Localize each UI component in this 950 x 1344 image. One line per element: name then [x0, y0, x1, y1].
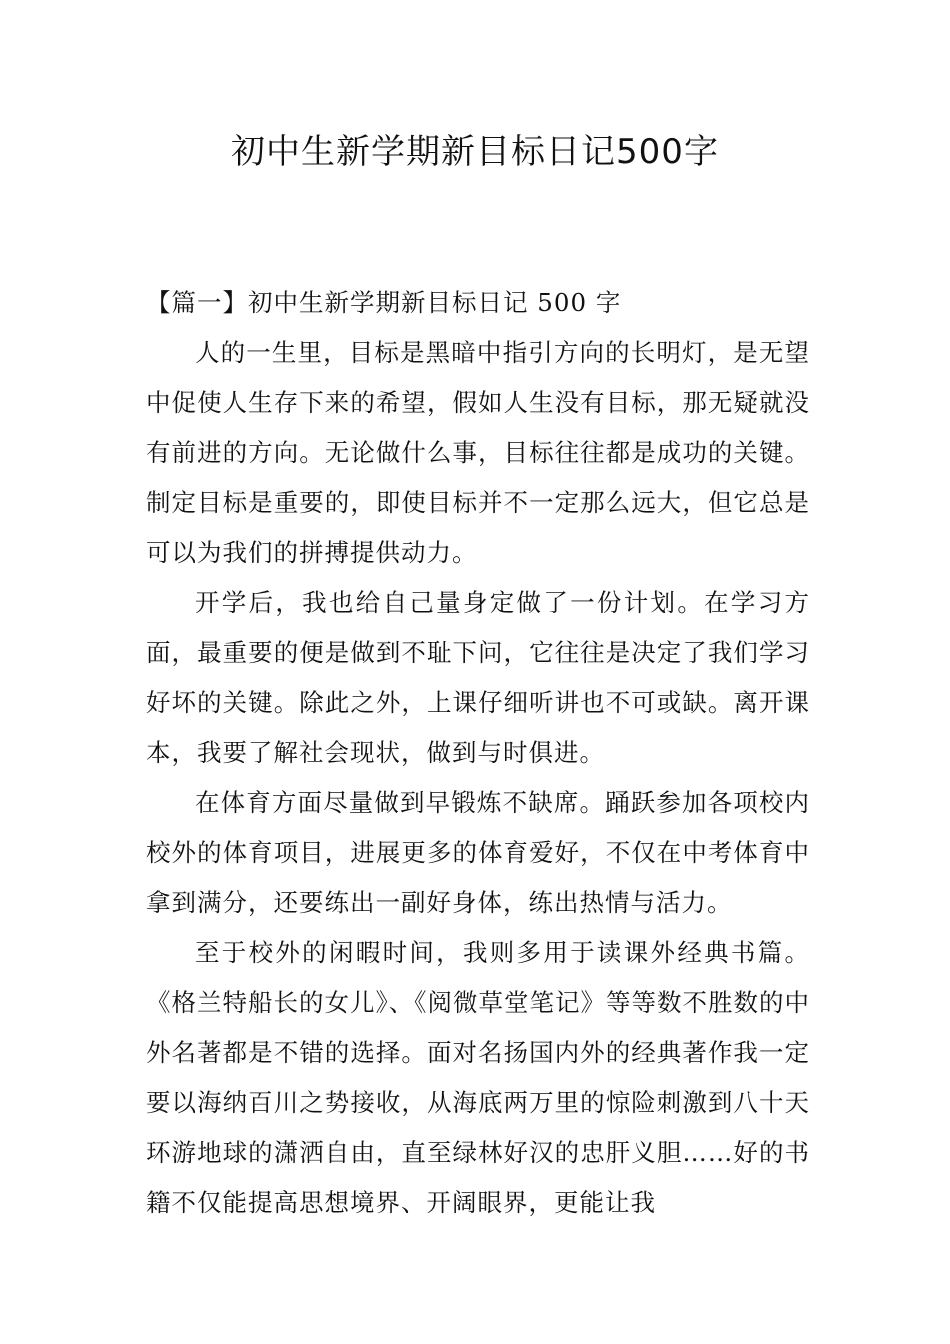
paragraph-reading-plan: 至于校外的闲暇时间，我则多用于读课外经典书篇。《格兰特船长的女儿》、《阅微草堂笔记》等等数不胜数的中外名著都是不错的选择。面对名扬国内外的经典著作我一定要以海纳百川之势接收，从海底两万里的惊险刺激到八十天环游地球的潇洒自由，直至绿林好汉的忠肝义胆……好的书籍不仅能提高思想境界、开阔眼界，更能让我 [146, 938, 810, 1217]
paragraph-study-plan: 开学后，我也给自己量身定做了一份计划。在学习方面，最重要的便是做到不耻下问，它往往是决定了我们学习好坏的关键。除此之外，上课仔细听讲也不可或缺。离开课本，我要了解社会现状，做到与时俱进。 [146, 588, 810, 767]
paragraph-goals-intro: 人的一生里，目标是黑暗中指引方向的长明灯，是无望中促使人生存下来的希望，假如人生没有目标，那无疑就没有前进的方向。无论做什么事，目标往往都是成功的关键。制定目标是重要的，即使目标并不一定那么远大，但它总是可以为我们的拼搏提供动力。 [146, 338, 810, 567]
document-body [146, 278, 810, 1228]
section-heading: 【篇一】初中生新学期新目标日记 500 字 [146, 288, 622, 317]
document-title: 初中生新学期新目标日记500字 [231, 132, 719, 172]
paragraph-sports-plan: 在体育方面尽量做到早锻炼不缺席。踊跃参加各项校内校外的体育项目，进展更多的体育爱好，不仅在中考体育中拿到满分，还要练出一副好身体，练出热情与活力。 [146, 788, 810, 917]
